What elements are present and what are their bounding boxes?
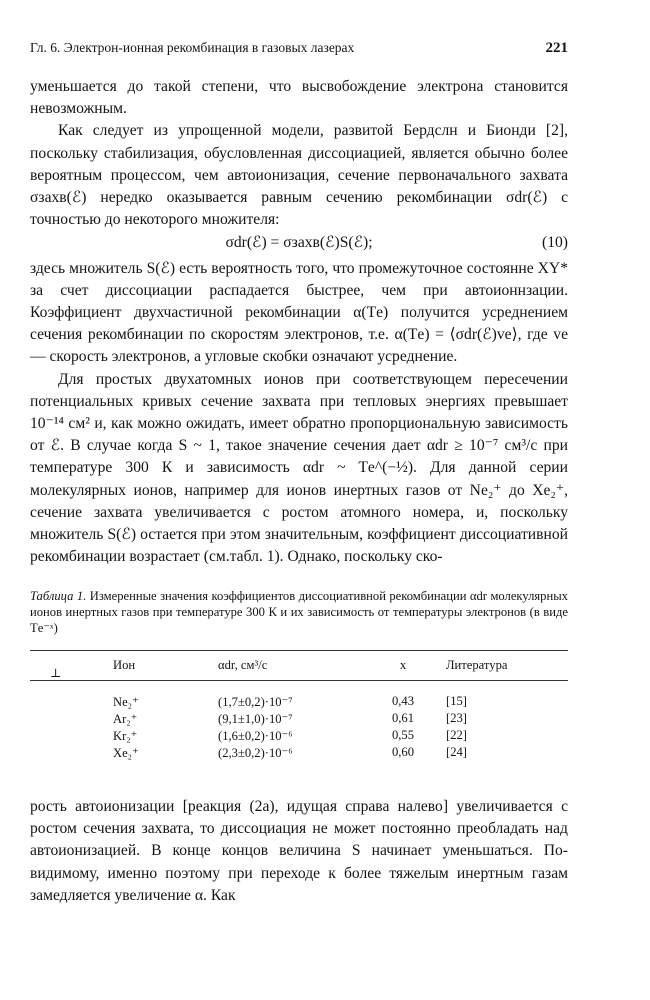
- cell-x: 0,61: [391, 711, 415, 725]
- cell-ion: Ne₂⁺: [113, 694, 139, 709]
- cell-x: 0,60: [391, 745, 415, 759]
- table-row: [30, 744, 568, 761]
- running-head: Гл. 6. Электрон-ионная рекомбинация в газовых лазерах: [30, 40, 355, 55]
- table-row: [30, 727, 568, 744]
- table-row: [30, 710, 568, 727]
- equation-10: [30, 231, 568, 257]
- table-header-row: [30, 651, 568, 680]
- cell-reference: [15]: [446, 694, 467, 708]
- margin-mark: ⊥: [50, 666, 62, 680]
- paragraph-4: Для простых двухатомных ионов при соответствующем пересечении потенциальных кривых сечение захвата при тепловых энергиях превышает 10⁻¹⁴ см² и, как можно ожидать, имеет обратно пропорциональную зависимость от ℰ. В случае когда S ~ 1, такое значение сечения дает αdr ≥ 10⁻⁷ см³/с при температуре 300 К и зависимость αdr ~ Tе^(−½). Для данной серии молекулярных ионов, например для ионов инертных газов от Ne₂⁺ до Xe₂⁺, сечение захвата увеличивается с ростом атомного номера, и, поскольку множитель S(ℰ) остается при этом значительным, коэффициент диссоциативной рекомбинации возрастает (см.табл. 1). Однако, поскольку ско-: [30, 370, 568, 566]
- cell-x: 0,55: [391, 728, 415, 742]
- cell-alpha: (1,6±0,2)·10⁻⁶: [218, 728, 293, 743]
- cell-alpha: (9,1±1,0)·10⁻⁷: [218, 711, 293, 726]
- paragraph-5: рость автоионизации [реакция (2а), идущая справа налево] увеличивается с ростом сечения захвата, то диссоциация не может постоянно преобладать над автоионизацией. В конце концов величина S начинает уменьшаться. По-видимому, именно поэтому при переходе к более тяжелым инертным газам замедляется увеличение α. Как: [30, 798, 568, 904]
- paragraph-3: здесь множитель S(ℰ) есть вероятность того, что промежуточное состоянне XY* за счет диссоциации распадается быстрее, чем при автоионнзации. Коэффициент двухчастичной рекомбинации α(Tе) получится усреднением сечения рекомбинации по скоростям электронов, т.е. α(Tе) = ⟨σdr(ℰ)vе⟩, где vе — скорость электронов, а угловые скобки означают усреднение.: [30, 259, 568, 366]
- cell-ion: Ar₂⁺: [113, 711, 138, 726]
- cell-ion: Xe₂⁺: [113, 745, 139, 760]
- cell-reference: [23]: [446, 711, 467, 725]
- header-x: x: [399, 658, 407, 672]
- cell-alpha: (1,7±0,2)·10⁻⁷: [218, 694, 293, 709]
- paragraph-1: уменьшается до такой степени, что высвобождение электрона становится невозможным.: [30, 78, 568, 118]
- page-number: 221: [545, 40, 568, 56]
- table-row: [30, 693, 568, 710]
- header-ion: Ион: [113, 658, 136, 672]
- cell-alpha: (2,3±0,2)·10⁻⁶: [218, 745, 293, 760]
- cell-reference: [22]: [446, 728, 467, 742]
- cell-ion: Kr₂⁺: [113, 728, 138, 743]
- main-text-bottom: [30, 796, 568, 907]
- cell-reference: [24]: [446, 745, 467, 759]
- paragraph-2: Как следует из упрощенной модели, развитой Бердслн и Бионди [2], поскольку стабилизация, обусловленная диссоциацией, является обычно более вероятным процессом, чем автоионизация, сечение первоначального захвата σзахв(ℰ) нередко оказывается равным сечению рекомбинации σdr(ℰ) с точностью до некоторого множителя:: [30, 122, 568, 229]
- main-text-top: [30, 76, 568, 568]
- table-caption: [30, 588, 568, 636]
- header-alpha: αdr, см³/с: [218, 658, 268, 672]
- table-1: [30, 650, 568, 761]
- page-header: [30, 40, 568, 57]
- equation-number: (10): [542, 234, 568, 252]
- table-caption-label: Таблица 1.: [30, 589, 87, 603]
- table-caption-text: Измеренные значения коэффициентов диссоциативной рекомбинации αdr молекулярных ионов инертных газов при температуре 300 К и их зависимость от температуры электронов (в виде Tе⁻ˣ): [30, 589, 568, 635]
- header-reference: Литература: [446, 658, 508, 672]
- table-body: [30, 681, 568, 761]
- cell-x: 0,43: [391, 694, 415, 708]
- equation-expression: σdr(ℰ) = σзахв(ℰ)S(ℰ);: [225, 234, 373, 252]
